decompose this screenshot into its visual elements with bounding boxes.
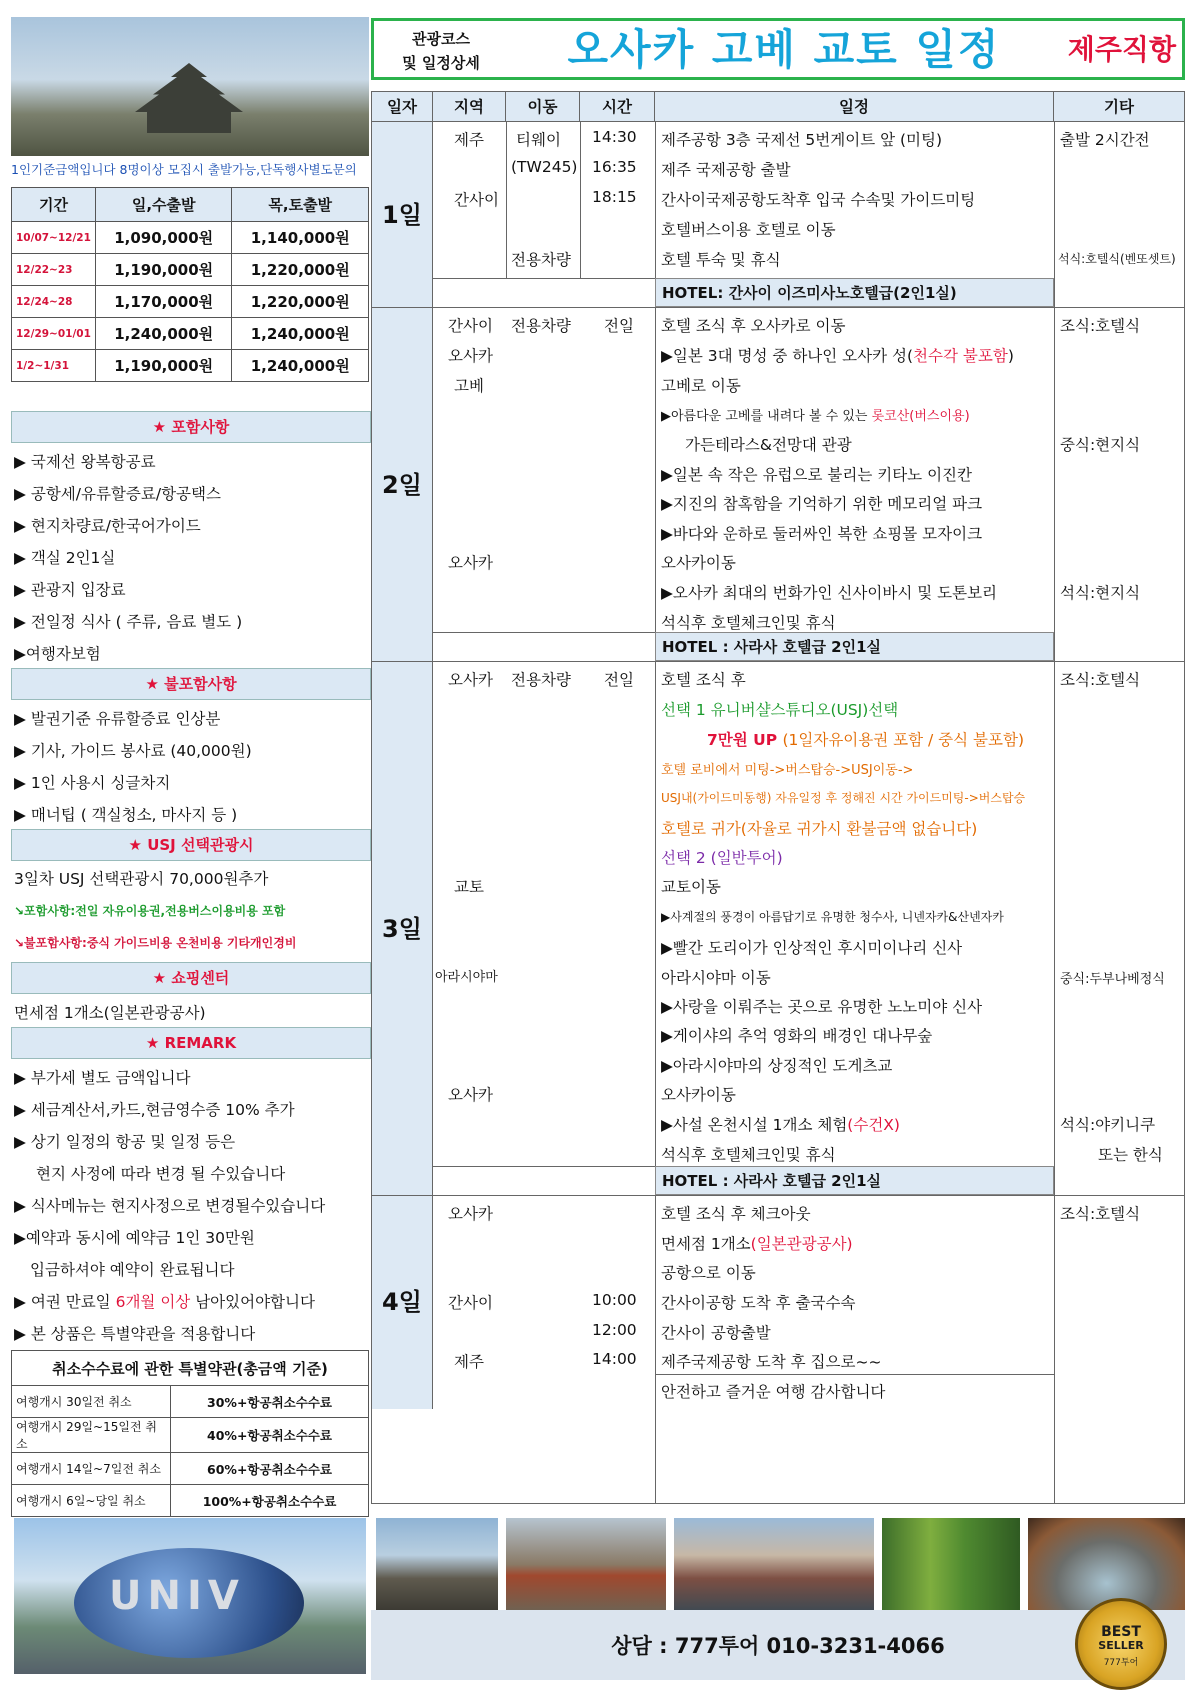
photo-thumb-1 <box>376 1518 498 1611</box>
day3-hotel: HOTEL : 사라사 호텔급 2인1실 <box>655 1166 1054 1195</box>
divider <box>433 632 655 633</box>
plan-highlight: 천수각 불포함 <box>913 347 1008 365</box>
price-b: 1,220,000원 <box>232 286 369 318</box>
day1-move: 티웨이 <box>516 131 561 149</box>
remark-item: ▶ 부가세 별도 금액입니다 <box>14 1069 191 1087</box>
price-header-period: 기간 <box>12 188 96 222</box>
remark-item: 입금하셔야 예약이 완료됩니다 <box>30 1261 235 1279</box>
photo-thumb-5 <box>1028 1518 1185 1611</box>
day4-plan: 간사이 공항출발 <box>661 1324 771 1342</box>
divider <box>433 1166 655 1167</box>
price-period: 10/07~12/21 <box>12 222 96 254</box>
day2-hotel: HOTEL : 사라사 호텔급 2인1실 <box>655 632 1054 661</box>
day2-region: 간사이 <box>448 317 493 335</box>
day2-plan <box>661 344 1014 366</box>
col-header-day: 일자 <box>372 92 433 122</box>
col-header-region: 지역 <box>433 92 506 122</box>
divider <box>433 278 655 279</box>
day2-region: 오사카 <box>448 347 493 365</box>
cancel-fee-table <box>11 1350 369 1517</box>
day2-plan: 오사카이동 <box>661 554 736 572</box>
day3-plan: 아라시야마 이동 <box>661 969 771 987</box>
remark-title: ★ REMARK <box>11 1027 371 1059</box>
remark-text: 남아있어야합니다 <box>190 1293 315 1311</box>
universal-globe-photo <box>14 1518 366 1674</box>
contact-bar <box>371 1610 1185 1680</box>
divider <box>1054 122 1055 1503</box>
day4-time: 12:00 <box>592 1321 637 1339</box>
plan-highlight: (수건X) <box>847 1116 900 1134</box>
remark-item: ▶ 상기 일정의 항공 및 일정 등은 <box>14 1133 236 1151</box>
divider <box>433 307 1184 308</box>
day3-time: 전일 <box>604 671 634 689</box>
day-1-label: 1일 <box>372 122 433 308</box>
day1-time: 18:15 <box>592 188 637 206</box>
divider <box>655 1374 1054 1375</box>
day1-move: 전용차량 <box>511 251 571 269</box>
price-row <box>12 254 369 286</box>
price-row <box>12 350 369 382</box>
photo-thumb-2 <box>506 1518 666 1611</box>
osaka-castle-photo <box>11 17 369 156</box>
remark-highlight: 6개월 이상 <box>115 1293 191 1311</box>
day3-plan: 교토이동 <box>661 878 721 896</box>
plan-text: ▶일본 3대 명성 중 하나인 오사카 성( <box>661 347 914 365</box>
cancel-row <box>12 1453 369 1485</box>
day4-region: 제주 <box>454 1353 484 1371</box>
usj-price: 3일차 USJ 선택관광시 70,000원추가 <box>14 870 269 888</box>
cancel-when: 여행개시 30일전 취소 <box>12 1386 171 1418</box>
divider <box>580 122 581 279</box>
day1-plan: 호텔 투숙 및 휴식 <box>661 251 781 269</box>
price-notice: 1인기준금액입니다 8명이상 모집시 출발가능,단독행사별도문의 <box>11 162 357 177</box>
globe-text: UNIV <box>109 1573 245 1619</box>
day2-plan: ▶지진의 참혹함을 기억하기 위한 메모리얼 파크 <box>661 495 983 513</box>
plan-highlight: (1일자유이용권 포함 / 중식 불포함) <box>782 731 1025 749</box>
day3-plan: ▶아라시야마의 상징적인 도게츠교 <box>661 1057 893 1075</box>
cancel-row <box>12 1485 369 1517</box>
cancel-fee: 100%+항공취소수수료 <box>171 1485 369 1517</box>
castle-shape <box>129 63 249 133</box>
day1-plan: 제주공항 3층 국제선 5번게이트 앞 (미팅) <box>661 131 943 149</box>
day3-region: 오사카 <box>448 671 493 689</box>
price-a: 1,190,000원 <box>95 254 232 286</box>
divider <box>655 122 656 1503</box>
day-4-label: 4일 <box>372 1196 433 1409</box>
day3-region: 교토 <box>454 878 484 896</box>
price-header-a: 일,수출발 <box>95 188 232 222</box>
best-seller-seal-icon <box>1075 1598 1167 1690</box>
cancel-when: 여행개시 6일~당일 취소 <box>12 1485 171 1517</box>
price-period: 12/24~28 <box>12 286 96 318</box>
price-row <box>12 222 369 254</box>
day3-etc: 조식:호텔식 <box>1060 671 1141 689</box>
schedule-table <box>371 91 1185 1504</box>
day3-plan: ▶게이샤의 추억 영화의 배경인 대나무숲 <box>661 1027 933 1045</box>
day2-plan <box>661 405 970 424</box>
day3-region: 오사카 <box>448 1086 493 1104</box>
photo-thumb-4 <box>882 1518 1020 1611</box>
day1-region: 간사이 <box>454 191 499 209</box>
cancel-when: 여행개시 14일~7일전 취소 <box>12 1453 171 1485</box>
price-table <box>11 187 369 382</box>
cancel-fee: 60%+항공취소수수료 <box>171 1453 369 1485</box>
excluded-item: ▶ 1인 사용시 싱글차지 <box>14 774 171 792</box>
course-line: 관광코스 <box>412 30 470 48</box>
day4-plan <box>661 1232 853 1254</box>
price-b: 1,140,000원 <box>232 222 369 254</box>
included-title: ★ 포함사항 <box>11 411 371 443</box>
day3-plan <box>661 1113 900 1135</box>
col-header-move: 이동 <box>506 92 580 122</box>
col-header-time: 시간 <box>580 92 655 122</box>
day4-time: 14:00 <box>592 1350 637 1368</box>
day3-plan: 석식후 호텔체크인및 휴식 <box>661 1146 836 1164</box>
day2-region: 고베 <box>454 377 484 395</box>
price-b: 1,240,000원 <box>232 350 369 382</box>
day3-move: 전용차량 <box>511 671 571 689</box>
day4-plan: 호텔 조식 후 체크아웃 <box>661 1205 811 1223</box>
price-a: 1,240,000원 <box>95 318 232 350</box>
day3-plan: ▶사계절의 풍경이 아름답기로 유명한 청수사, 니넨자카&산넨자카 <box>661 910 1004 924</box>
price-period: 1/2~1/31 <box>12 350 96 382</box>
photo-thumb-3 <box>674 1518 874 1611</box>
included-item: ▶ 현지차량료/한국어가이드 <box>14 517 201 535</box>
day4-time: 10:00 <box>592 1291 637 1309</box>
remark-item: 현지 사정에 따라 변경 될 수있습니다 <box>36 1165 286 1183</box>
day2-etc: 조식:호텔식 <box>1060 317 1141 335</box>
divider <box>506 122 507 279</box>
day3-plan: ▶사랑을 이뤄주는 곳으로 유명한 노노미야 신사 <box>661 998 983 1016</box>
price-row <box>12 318 369 350</box>
plan-text: 면세점 1개소 <box>661 1235 751 1253</box>
day2-plan: 고베로 이동 <box>661 377 741 395</box>
day3-plan: 오사카이동 <box>661 1086 736 1104</box>
day3-plan: 호텔로 귀가(자율로 귀가시 환불금액 없습니다) <box>661 820 978 838</box>
plan-text: ) <box>1007 347 1014 365</box>
day2-plan: 호텔 조식 후 오사카로 이동 <box>661 317 846 335</box>
remark-item: ▶예약과 동시에 예약금 1인 30만원 <box>14 1229 255 1247</box>
day3-option-2: 선택 2 (일반투어) <box>661 849 783 867</box>
day2-region: 오사카 <box>448 554 493 572</box>
usj-title: ★ USJ 선택관광시 <box>11 829 371 861</box>
excluded-item: ▶ 기사, 가이드 봉사료 (40,000원) <box>14 742 252 760</box>
day2-etc: 석식:현지식 <box>1060 584 1141 602</box>
day1-hotel: HOTEL: 간사이 이즈미사노호텔급(2인1실) <box>655 278 1054 307</box>
day4-etc: 조식:호텔식 <box>1060 1205 1141 1223</box>
price-period: 12/22~23 <box>12 254 96 286</box>
usj-included: ↘포함사항:전일 자유이용권,전용버스이용비용 포함 <box>14 904 286 918</box>
day1-time: 16:35 <box>592 158 637 176</box>
day1-etc: 석식:호텔식(벤또셋트) <box>1058 252 1176 266</box>
price-a: 1,090,000원 <box>95 222 232 254</box>
day1-etc: 출발 2시간전 <box>1060 131 1150 149</box>
plan-text: ▶사설 온천시설 1개소 체험 <box>661 1116 848 1134</box>
seal-text: SELLER <box>1098 1639 1144 1652</box>
day-3-label: 3일 <box>372 662 433 1196</box>
shopping-title: ★ 쇼핑센터 <box>11 962 371 994</box>
day3-plan: 호텔 로비에서 미팅->버스탑승->USJ이동-> <box>661 763 914 778</box>
seal-text: BEST <box>1101 1624 1141 1640</box>
day3-plan: 호텔 조식 후 <box>661 671 746 689</box>
day1-time: 14:30 <box>592 128 637 146</box>
included-item: ▶여행자보험 <box>14 645 101 663</box>
day4-region: 오사카 <box>448 1205 493 1223</box>
day4-plan: 공항으로 이동 <box>661 1264 756 1282</box>
col-header-etc: 기타 <box>1054 92 1184 122</box>
remark-item: ▶ 식사메뉴는 현지사정으로 변경될수있습니다 <box>14 1197 326 1215</box>
excluded-title: ★ 불포함사항 <box>11 668 371 700</box>
excluded-item: ▶ 발권기준 유류할증료 인상분 <box>14 710 221 728</box>
included-item: ▶ 국제선 왕복항공료 <box>14 453 156 471</box>
cancel-row <box>12 1386 369 1418</box>
day1-region: 제주 <box>454 131 484 149</box>
day2-plan: 석식후 호텔체크인및 휴식 <box>661 614 836 632</box>
day3-etc: 석식:야키니쿠 <box>1060 1116 1156 1134</box>
included-item: ▶ 전일정 식사 ( 주류, 음료 별도 ) <box>14 613 243 631</box>
day2-etc: 중식:현지식 <box>1060 436 1141 454</box>
day4-plan: 제주국제공항 도착 후 집으로~~ <box>661 1353 882 1371</box>
day1-flight: (TW245) <box>511 158 578 176</box>
day3-region: 아라시야마 <box>435 970 498 985</box>
day-2-label: 2일 <box>372 308 433 662</box>
title-box <box>371 18 1185 80</box>
day1-plan: 제주 국제공항 출발 <box>661 161 791 179</box>
price-a: 1,170,000원 <box>95 286 232 318</box>
shopping-info: 면세점 1개소(일본관광공사) <box>14 1004 206 1022</box>
day1-plan: 간사이국제공항도착후 입국 수속및 가이드미팅 <box>661 191 976 209</box>
day1-plan: 호텔버스이용 호텔로 이동 <box>661 221 836 239</box>
day3-option-1: 선택 1 유니버샬스튜디오(USJ)선택 <box>661 701 899 719</box>
plan-highlight: (일본관광공사) <box>750 1235 853 1253</box>
remark-item: ▶ 본 상품은 특별약관을 적용합니다 <box>14 1325 256 1343</box>
price-b: 1,240,000원 <box>232 318 369 350</box>
day3-plan: USJ내(가이드미동행) 자유일정 후 정해진 시간 가이드미팅->버스탑승 <box>661 791 1026 805</box>
day3-plan <box>707 728 1024 750</box>
price-a: 1,190,000원 <box>95 350 232 382</box>
remark-item: ▶ 세금계산서,카드,현금영수증 10% 추가 <box>14 1101 295 1119</box>
included-item: ▶ 관광지 입장료 <box>14 581 126 599</box>
cancel-fee: 30%+항공취소수수료 <box>171 1386 369 1418</box>
included-item: ▶ 객실 2인1실 <box>14 549 116 567</box>
price-header-b: 목,토출발 <box>232 188 369 222</box>
contact-text: 상담 : 777투어 010-3231-4066 <box>611 1634 945 1658</box>
price-period: 12/29~01/01 <box>12 318 96 350</box>
day3-etc: 중식:두부나베정식 <box>1060 972 1165 987</box>
day2-plan: 가든테라스&전망대 관광 <box>685 436 852 454</box>
plan-highlight: 7만원 UP <box>707 731 783 749</box>
remark-item-passport <box>14 1290 315 1312</box>
day3-plan: ▶빨간 도리이가 인상적인 후시미이나리 신사 <box>661 939 963 957</box>
excluded-item: ▶ 매너팁 ( 객실청소, 마사지 등 ) <box>14 806 238 824</box>
usj-excluded: ↘불포함사항:중식 가이드비용 온천비용 기타개인경비 <box>14 936 297 950</box>
seal-text: 777투어 <box>1103 1658 1139 1668</box>
col-header-plan: 일정 <box>655 92 1054 122</box>
plan-text: ▶아름다운 고베를 내려다 볼 수 있는 <box>661 409 872 424</box>
course-line: 및 일정상세 <box>402 54 480 72</box>
cancel-title: 취소수수료에 관한 특별약관(총금액 기준) <box>12 1351 369 1386</box>
plan-highlight: 롯코산(버스이용) <box>871 409 970 424</box>
day4-region: 간사이 <box>448 1294 493 1312</box>
price-row <box>12 286 369 318</box>
cancel-fee: 40%+항공취소수수료 <box>171 1418 369 1453</box>
day4-plan: 간사이공항 도착 후 출국수속 <box>661 1294 856 1312</box>
remark-text: ▶ 여권 만료일 <box>14 1293 116 1311</box>
divider <box>433 661 1184 662</box>
day3-etc: 또는 한식 <box>1098 1146 1163 1164</box>
divider <box>433 1195 1184 1196</box>
day4-closing: 안전하고 즐거운 여행 감사합니다 <box>661 1383 886 1401</box>
day2-move: 전용차량 <box>511 317 571 335</box>
course-label <box>386 27 496 75</box>
day2-time: 전일 <box>604 317 634 335</box>
cancel-row <box>12 1418 369 1453</box>
price-b: 1,220,000원 <box>232 254 369 286</box>
page-title: 오사카 고베 교토 일정 <box>567 25 1001 74</box>
direct-flight-badge: 제주직항 <box>1067 33 1176 66</box>
cancel-when: 여행개시 29일~15일전 취소 <box>12 1418 171 1453</box>
day2-plan: ▶일본 속 작은 유럽으로 불리는 키타노 이진칸 <box>661 466 972 484</box>
day2-plan: ▶바다와 운하로 둘러싸인 복한 쇼핑몰 모자이크 <box>661 525 983 543</box>
included-item: ▶ 공항세/유류할증료/항공택스 <box>14 485 221 503</box>
day2-plan: ▶오사카 최대의 번화가인 신사이바시 및 도톤보리 <box>661 584 998 602</box>
